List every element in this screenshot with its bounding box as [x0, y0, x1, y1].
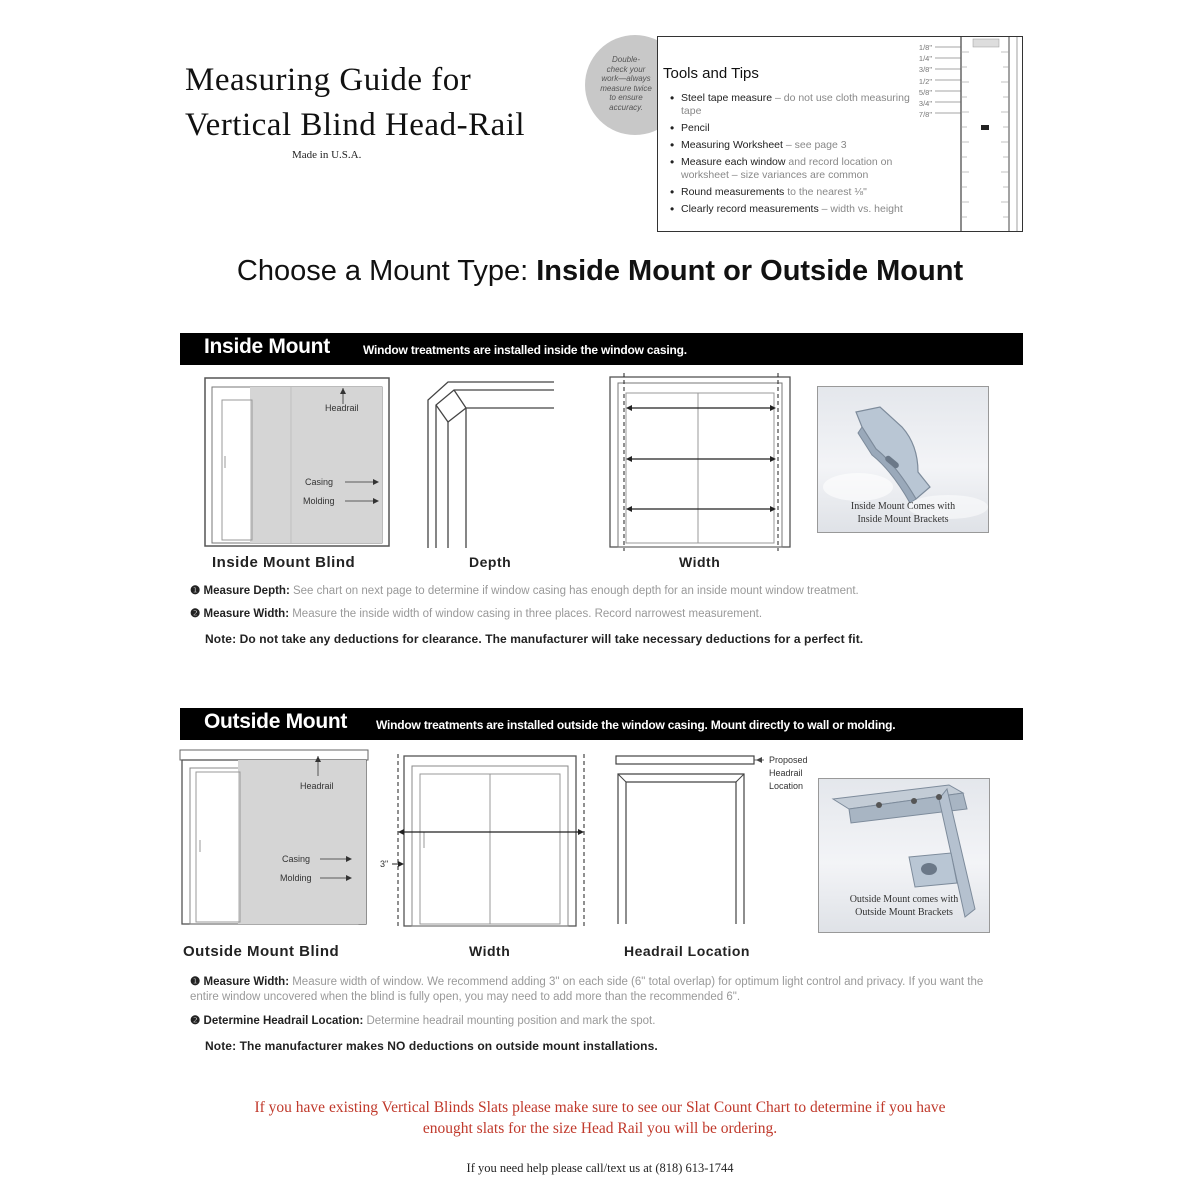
outside-mount-blind-diagram	[178, 748, 370, 926]
mount-type-heading-options: Inside Mount or Outside Mount	[536, 255, 964, 287]
outside-step-1-label: Measure Width:	[203, 976, 290, 988]
inside-mount-description: Window treatments are installed inside the window casing.	[363, 343, 687, 357]
svg-text:Headrail: Headrail	[300, 781, 334, 791]
badge-text-5: to ensure	[609, 93, 643, 102]
tip-item: • Measuring Worksheet – see page 3	[681, 139, 931, 152]
badge-text-4: measure twice	[600, 83, 652, 93]
inside-mount-blind-caption: Inside Mount Blind	[212, 554, 356, 571]
mount-type-heading	[0, 255, 1200, 288]
svg-text:Proposed: Proposed	[769, 755, 808, 765]
tip-item: • Clearly record measurements – width vs. height	[681, 203, 931, 216]
slat-count-notice-line-2: enought slats for the size Head Rail you will be ordering.	[422, 1120, 778, 1137]
outside-step-2-text: Determine headrail mounting position and mark the spot.	[363, 1015, 656, 1027]
headrail-location-caption: Headrail Location	[624, 943, 750, 959]
svg-text:Casing: Casing	[305, 477, 334, 487]
tape-measure-illustration	[933, 37, 1021, 231]
inside-step-1: ❶ Measure Depth: See chart on next page to determine if window casing has enough depth for an inside mount window treatment.	[190, 585, 859, 597]
depth-diagram	[426, 380, 556, 550]
made-in-label: Made in U.S.A.	[292, 149, 362, 161]
outside-note	[205, 1039, 658, 1053]
inside-width-caption: Width	[679, 554, 721, 570]
inside-step-1-label: Measure Depth:	[203, 585, 290, 597]
outside-step-2-label: Determine Headrail Location:	[203, 1015, 364, 1027]
tip-item: • Steel tape measure – do not use cloth measuring tape	[681, 92, 931, 118]
svg-text:Molding: Molding	[303, 496, 335, 506]
tip-item: • Pencil	[681, 122, 931, 135]
outside-step-1-text: Measure width of window. We recommend adding 3" on each side (6" total overlap) for optimum light control and privacy. If you want the entire window uncovered when the blind is fully open, you may need to add more than the recommended 6".	[190, 976, 984, 1003]
svg-text:Headrail: Headrail	[769, 768, 803, 778]
inside-photo-caption-2: Inside Mount Brackets	[857, 514, 949, 525]
outside-photo-caption-1: Outside Mount comes with	[849, 894, 959, 905]
outside-photo-caption-2: Outside Mount Brackets	[855, 907, 953, 918]
badge-text-1: Double-	[611, 55, 640, 64]
inside-step-2-text: Measure the inside width of window casing in three places. Record narrowest measurement.	[289, 608, 763, 620]
inside-mount-title: Inside Mount	[204, 335, 330, 358]
inside-width-diagram	[608, 373, 792, 551]
outside-mount-bar	[180, 708, 1023, 740]
svg-text:3": 3"	[380, 859, 389, 869]
headrail-location-diagram	[612, 752, 824, 926]
inside-mount-bracket-photo	[817, 386, 989, 533]
badge-text-2: check your	[606, 64, 646, 74]
outside-mount-title: Outside Mount	[204, 710, 348, 733]
outside-width-diagram	[378, 752, 594, 928]
tip-item: • Round measurements to the nearest ⅛"	[681, 186, 931, 199]
outside-step-2: ❷ Determine Headrail Location: Determine headrail mounting position and mark the spot.	[190, 1015, 656, 1027]
help-contact-line: If you need help please call/text us at (818) 613-1744	[466, 1161, 734, 1175]
tools-tips-title: Tools and Tips	[663, 65, 759, 82]
inside-photo-caption-1: Inside Mount Comes with	[850, 501, 956, 512]
svg-text:Headrail: Headrail	[325, 403, 359, 413]
title-line-1: Measuring Guide for	[185, 62, 472, 98]
inside-step-2: ❷ Measure Width: Measure the inside width of window casing in three places. Record narrowest measurement.	[190, 608, 763, 620]
mount-type-heading-prefix: Choose a Mount Type:	[236, 255, 537, 287]
tools-tips-box	[657, 36, 1023, 232]
depth-caption: Depth	[469, 554, 512, 570]
tools-tips-list	[667, 92, 931, 220]
outside-note-text: The manufacturer makes NO deductions on outside mount installations.	[236, 1039, 658, 1053]
outside-note-label: Note:	[205, 1039, 237, 1053]
outside-mount-blind-caption: Outside Mount Blind	[183, 943, 340, 960]
svg-text:Location: Location	[769, 781, 804, 791]
inside-note: Note: Do not take any deductions for clearance. The manufacturer will take necessary deductions for a perfect fit.	[205, 632, 864, 646]
outside-width-caption: Width	[469, 943, 511, 959]
tip-item: • Measure each window and record location on worksheet – size variances are common	[681, 156, 931, 182]
outside-mount-bracket-photo	[818, 778, 990, 933]
inside-mount-bar	[180, 333, 1023, 365]
inside-mount-blind-diagram	[203, 376, 391, 548]
outside-step-1: ❶ Measure Width: Measure width of window. We recommend adding 3" on each side (6" total overlap) for optimum light control and privacy. If you want the entire window uncovered when the blind is fully open, you may need to add more than the recommended 6".	[190, 976, 984, 1003]
slat-count-notice-line-1: If you have existing Vertical Blinds Slats please make sure to see our Slat Count Chart to determine if you have	[254, 1099, 946, 1116]
inside-step-1-text: See chart on next page to determine if window casing has enough depth for an inside mount window treatment.	[289, 585, 859, 597]
ruler-labels: 1/8" 1/4" 3/8" 1/2" 5/8" 3/4" 7/8"	[918, 43, 932, 120]
slat-count-notice	[150, 1097, 1050, 1139]
svg-text:Casing: Casing	[282, 854, 311, 864]
title-line-2: Vertical Blind Head-Rail	[185, 107, 526, 143]
outside-mount-description: Window treatments are installed outside the window casing. Mount directly to wall or molding.	[376, 718, 896, 732]
inside-step-2-label: Measure Width:	[203, 608, 290, 620]
badge-text-6: accuracy.	[609, 102, 643, 112]
badge-text-3: work—always	[601, 74, 651, 83]
svg-text:Molding: Molding	[280, 873, 312, 883]
